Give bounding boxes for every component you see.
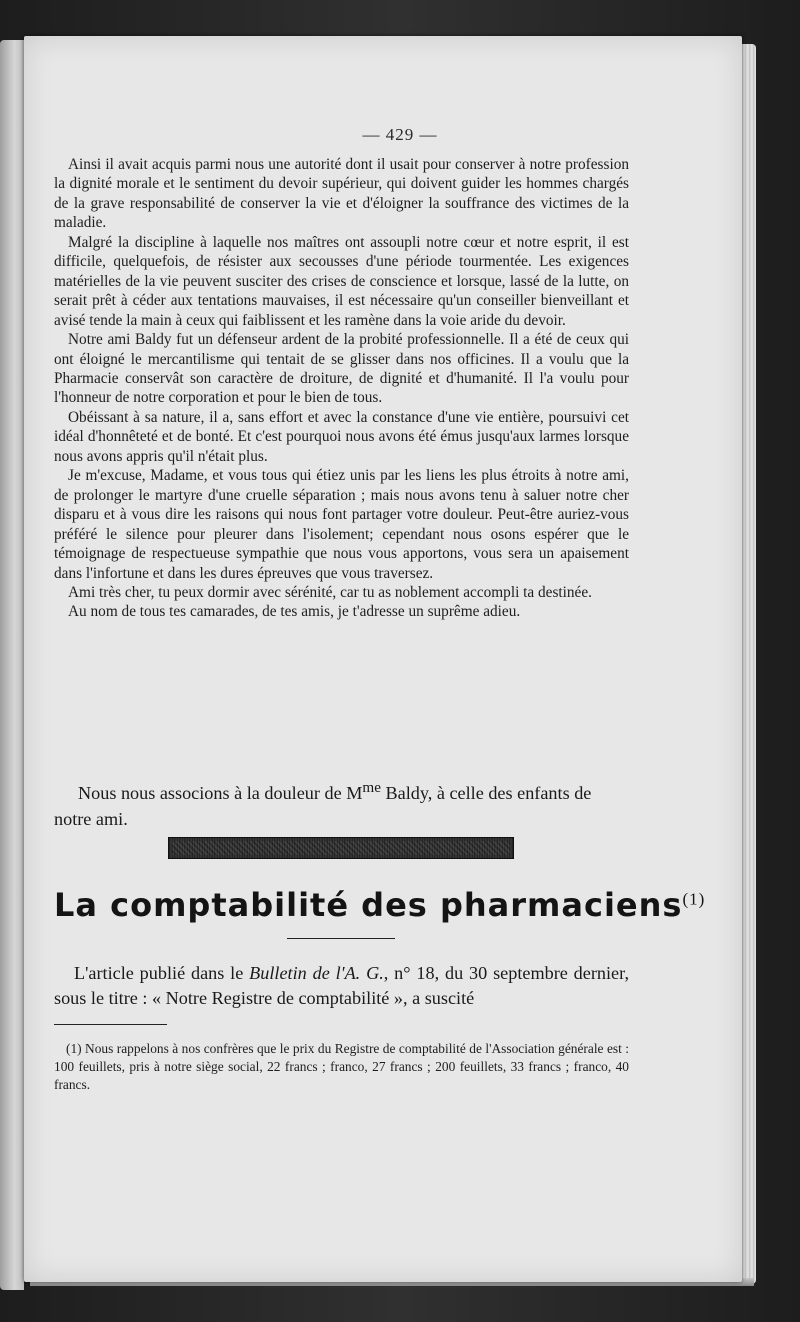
article-text-start: L'article publié dans le [74, 963, 250, 983]
page-number: — 429 — [362, 125, 438, 144]
article-text-end: , n° 18, du 30 septembre dernier, sous le titre : « Notre Registre de comptabilité », a suscité [54, 963, 629, 1008]
article-opening [54, 961, 629, 1011]
bulletin-name: Bulletin de l'A. G. [249, 963, 384, 983]
condolence-text-end: Baldy, à celle des enfants de notre ami. [54, 783, 592, 830]
footnote: (1) Nous rappelons à nos confrères que le prix du Registre de comptabilité de l'Association générale est : 100 feuillets, pris à notre siège social, 22 francs ; franco, 27 francs ; 200 feuillets, 33 francs ; franco, 40 francs. [54, 1041, 629, 1092]
paragraph: Malgré la discipline à laquelle nos maîtres ont assoupli notre cœur et notre esprit, il est difficile, quelquefois, de résister aux secousses d'une période tourmentée. Les exigences matérielles de la vie peuvent susciter des crises de conscience et lorsque, lassé de la lutte, on serait prêt à céder aux tentations mauvaises, il est nécessaire qu'un conseiller bienveillant et avisé tende la main à ceux qui faiblissent et les ramène dans la voie aride du devoir. [54, 233, 629, 329]
paragraph: Au nom de tous tes camarades, de tes amis, je t'adresse un suprême adieu. [68, 603, 521, 621]
paragraph: Ainsi il avait acquis parmi nous une autorité dont il usait pour conserver à notre profession la dignité morale et le sentiment du devoir supérieur, qui doivent guider les hommes chargés de la grave responsabilité de conserver la vie et d'éloigner la souffrance des victimes de la maladie. [54, 156, 629, 232]
title-underline-rule [287, 938, 395, 939]
paragraph: Ami très cher, tu peux dormir avec sérénité, car tu as noblement accompli ta destinée. [68, 583, 592, 601]
left-page-edge [0, 40, 24, 1290]
eulogy-text [54, 155, 629, 622]
section-title-text: La comptabilité des pharmaciens [54, 886, 683, 924]
section-title [54, 886, 706, 924]
paragraph: Obéissant à sa nature, il a, sans effort et avec la constance d'une vie entière, poursuivi cet idéal d'honnêteté et de bonté. Et c'est pourquoi nous avons été émus jusqu'aux larmes lorsque nous avons appris qu'il n'était plus. [54, 408, 629, 465]
paragraph: Je m'excuse, Madame, et vous tous qui étiez unis par les liens les plus étroits à notre ami, de prolonger le martyre d'une cruelle séparation ; mais nous avons tenu à saluer notre cher disparu et à vous dire les raisons qui nous font partager votre douleur. Peut-être auriez-vous préféré le silence pour pleurer dans l'isolement; cependant nous osons espérer que le témoignage de respectueuse sympathie que nous vous apportons, vous sera un apaisement dans l'infortune et dans les dures épreuves que vous traversez. [54, 467, 629, 582]
madame-abbreviation-superscript: me [362, 779, 381, 796]
paragraph: Notre ami Baldy fut un défenseur ardent de la probité professionnelle. Il a été de ceux qui ont éloigné le mercantilisme qui tentait de se glisser dans nos officines. Il a voulu que la Pharmacie conservât son caractère de droiture, de dignité et d'humanité. Il l'a voulu pour l'honneur de notre corporation et pour le bien de tous. [54, 331, 629, 407]
footnote-separator [54, 1024, 167, 1025]
condolence-statement [54, 775, 629, 832]
condolence-text-start: Nous nous associons à la douleur de M [78, 783, 363, 804]
footnote-marker: (1) [682, 889, 706, 909]
ornamental-divider [168, 837, 514, 859]
